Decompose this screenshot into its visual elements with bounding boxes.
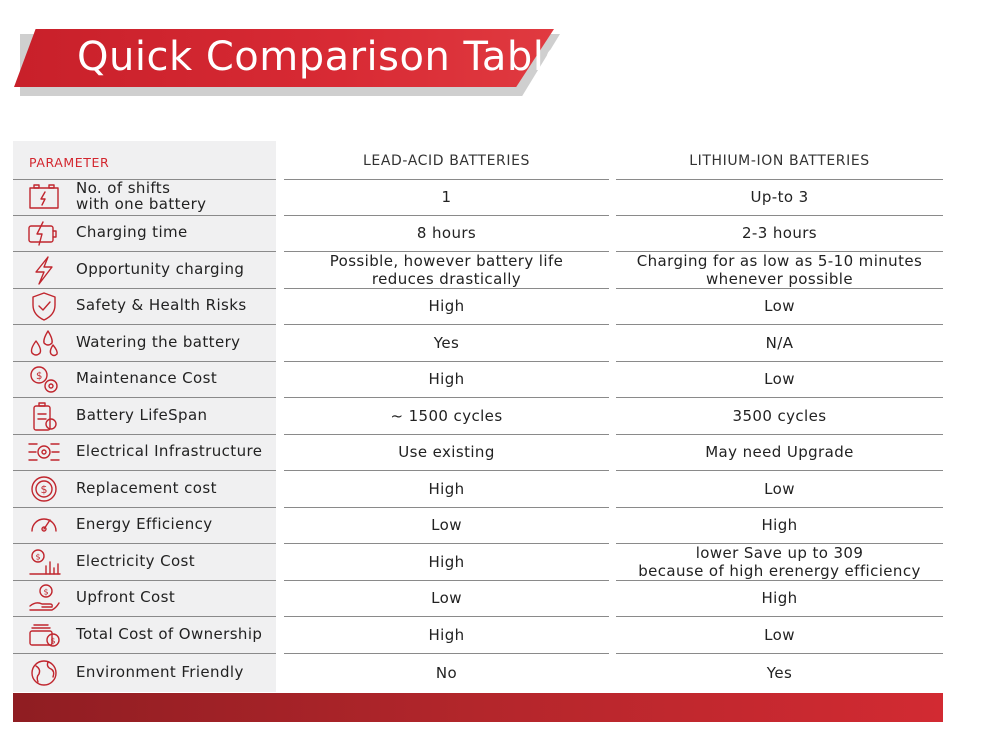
lithium-ion-value bbox=[616, 297, 943, 315]
parameter-label-line: Maintenance Cost bbox=[76, 369, 218, 387]
parameter-label-line: Replacement cost bbox=[76, 478, 217, 497]
lead-acid-value bbox=[284, 589, 609, 607]
lightning-icon bbox=[26, 254, 66, 286]
header-lithium-ion: LITHIUM-ION BATTERIES bbox=[689, 153, 870, 169]
lithium-ion-value bbox=[616, 516, 943, 534]
lead-acid-value bbox=[284, 480, 609, 498]
row-divider bbox=[13, 507, 276, 508]
money-stack-icon bbox=[26, 619, 66, 651]
lead-acid-value bbox=[284, 297, 609, 315]
cell-line: High bbox=[428, 370, 465, 388]
charging-battery-icon bbox=[26, 217, 66, 249]
parameter-label-line: Safety & Health Risks bbox=[76, 296, 247, 314]
parameter-label bbox=[76, 664, 244, 680]
parameter-label-line: Total Cost of Ownership bbox=[76, 624, 263, 643]
cell-line: Low bbox=[764, 370, 795, 388]
cell-line: Low bbox=[431, 516, 462, 534]
lead-acid-value bbox=[284, 407, 609, 425]
cell-line: 8 hours bbox=[416, 224, 477, 242]
lead-acid-value bbox=[284, 626, 609, 644]
row-divider bbox=[616, 507, 943, 508]
lithium-ion-value bbox=[616, 252, 943, 288]
row-divider bbox=[284, 507, 609, 508]
cell-line: 2-3 hours bbox=[741, 224, 818, 242]
lithium-ion-value bbox=[616, 480, 943, 498]
row-divider bbox=[13, 361, 276, 362]
row-divider bbox=[616, 397, 943, 398]
cell-line: Use existing bbox=[398, 443, 495, 461]
row-divider bbox=[13, 434, 276, 435]
row-divider bbox=[284, 288, 609, 289]
cell-line: High bbox=[428, 552, 465, 571]
parameter-label-line: Watering the battery bbox=[76, 332, 241, 351]
cell-line: reduces drastically bbox=[371, 269, 522, 288]
svg-text:$: $ bbox=[40, 482, 48, 496]
water-drops-icon bbox=[26, 327, 66, 359]
cost-chart-icon bbox=[26, 546, 66, 578]
row-divider bbox=[13, 653, 276, 654]
lithium-ion-value bbox=[616, 664, 943, 682]
parameter-label bbox=[76, 297, 247, 313]
row-divider bbox=[616, 288, 943, 289]
cell-line: Up-to 3 bbox=[750, 188, 809, 206]
parameter-label bbox=[76, 553, 195, 569]
lead-acid-value bbox=[284, 664, 609, 682]
parameter-label bbox=[76, 370, 217, 386]
cell-line: lower Save up to 309 bbox=[695, 543, 864, 562]
row-divider bbox=[616, 215, 943, 216]
row-divider bbox=[284, 580, 609, 581]
cell-line: Low bbox=[764, 479, 795, 498]
row-divider bbox=[13, 215, 276, 216]
circuit-gear-icon bbox=[26, 436, 66, 468]
row-divider bbox=[284, 215, 609, 216]
hand-coin-icon bbox=[26, 582, 66, 614]
dollar-gear-icon bbox=[26, 473, 66, 505]
parameter-label bbox=[76, 589, 175, 605]
row-divider bbox=[616, 580, 943, 581]
cell-line: Possible, however battery life bbox=[329, 251, 564, 270]
parameter-label bbox=[76, 261, 244, 277]
parameter-label bbox=[76, 480, 217, 496]
cell-line: Low bbox=[764, 297, 795, 315]
parameter-label-line: No. of shifts bbox=[76, 179, 171, 197]
row-divider bbox=[13, 397, 276, 398]
cell-line: Yes bbox=[766, 663, 793, 682]
parameter-label-line: Battery LifeSpan bbox=[76, 405, 208, 424]
cell-line: High bbox=[428, 479, 465, 498]
row-divider bbox=[284, 543, 609, 544]
parameter-label-line: with one battery bbox=[76, 195, 207, 213]
lead-acid-value bbox=[284, 516, 609, 534]
row-divider bbox=[616, 470, 943, 471]
row-divider bbox=[284, 653, 609, 654]
lead-acid-value bbox=[284, 553, 609, 571]
row-divider bbox=[616, 616, 943, 617]
lithium-ion-value bbox=[616, 443, 943, 461]
battery-icon bbox=[26, 181, 66, 213]
lead-acid-value bbox=[284, 224, 609, 242]
row-divider bbox=[284, 361, 609, 362]
parameter-label-line: Electrical Infrastructure bbox=[76, 442, 263, 460]
parameter-label bbox=[76, 334, 240, 350]
lithium-ion-value bbox=[616, 334, 943, 352]
row-divider bbox=[13, 580, 276, 581]
row-divider bbox=[616, 653, 943, 654]
cell-line: High bbox=[761, 516, 798, 534]
cell-line: N/A bbox=[765, 333, 794, 352]
svg-text:$: $ bbox=[43, 587, 49, 597]
parameter-label-line: Upfront Cost bbox=[76, 588, 176, 606]
parameter-label-line: Opportunity charging bbox=[76, 259, 245, 278]
row-divider bbox=[284, 324, 609, 325]
cell-line: 3500 cycles bbox=[732, 406, 827, 425]
row-divider bbox=[13, 251, 276, 252]
row-divider bbox=[284, 470, 609, 471]
cell-line: No bbox=[435, 663, 458, 682]
cell-line: Low bbox=[431, 589, 462, 607]
parameter-label-line: Environment Friendly bbox=[76, 662, 244, 681]
row-divider bbox=[616, 324, 943, 325]
cell-line: ~ 1500 cycles bbox=[390, 406, 503, 425]
lead-acid-value bbox=[284, 370, 609, 388]
lithium-ion-value bbox=[616, 188, 943, 206]
cell-line: May need Upgrade bbox=[705, 443, 854, 461]
lithium-ion-value bbox=[616, 370, 943, 388]
svg-text:$: $ bbox=[36, 371, 43, 382]
cell-line: Low bbox=[764, 625, 795, 644]
parameter-label-line: Charging time bbox=[76, 223, 188, 241]
parameter-label bbox=[76, 626, 262, 642]
lead-acid-value bbox=[284, 334, 609, 352]
row-divider bbox=[616, 179, 943, 180]
coins-gear-icon bbox=[26, 363, 66, 395]
cell-line: High bbox=[761, 589, 798, 607]
cell-line: 1 bbox=[441, 188, 452, 206]
cell-line: High bbox=[428, 297, 465, 315]
lithium-ion-value bbox=[616, 407, 943, 425]
header-parameter: PARAMETER bbox=[29, 155, 110, 170]
shield-icon bbox=[26, 290, 66, 322]
parameter-label bbox=[76, 516, 213, 532]
parameter-label-line: Energy Efficiency bbox=[76, 515, 213, 533]
battery-clock-icon bbox=[26, 400, 66, 432]
row-divider bbox=[616, 434, 943, 435]
svg-text:$: $ bbox=[50, 636, 56, 645]
lead-acid-value bbox=[284, 443, 609, 461]
globe-leaf-icon bbox=[26, 657, 66, 689]
page-title: Quick Comparison Table bbox=[77, 34, 570, 80]
row-divider bbox=[13, 324, 276, 325]
svg-text:$: $ bbox=[35, 552, 41, 561]
lead-acid-value bbox=[284, 252, 609, 288]
cell-line: whenever possible bbox=[706, 269, 853, 288]
footer-bar bbox=[13, 693, 943, 722]
header-lead-acid: LEAD-ACID BATTERIES bbox=[363, 153, 530, 169]
parameter-label bbox=[76, 180, 206, 212]
row-divider bbox=[284, 616, 609, 617]
parameter-label bbox=[76, 224, 188, 240]
cell-line: Charging for as low as 5-10 minutes bbox=[636, 251, 923, 270]
cell-line: High bbox=[428, 625, 465, 644]
lithium-ion-value bbox=[616, 224, 943, 242]
lead-acid-value bbox=[284, 188, 609, 206]
parameter-label-line: Electricity Cost bbox=[76, 551, 196, 570]
row-divider bbox=[13, 470, 276, 471]
cell-line: Yes bbox=[433, 333, 460, 352]
gauge-icon bbox=[26, 509, 66, 541]
row-divider bbox=[13, 288, 276, 289]
row-divider bbox=[284, 434, 609, 435]
lithium-ion-value bbox=[616, 626, 943, 644]
parameter-label bbox=[76, 443, 262, 459]
row-divider bbox=[284, 179, 609, 180]
lithium-ion-value bbox=[616, 544, 943, 580]
row-divider bbox=[13, 616, 276, 617]
row-divider bbox=[13, 543, 276, 544]
parameter-label bbox=[76, 407, 207, 423]
lithium-ion-value bbox=[616, 589, 943, 607]
row-divider bbox=[616, 361, 943, 362]
cell-line: because of high erenergy efficiency bbox=[638, 561, 921, 580]
row-divider bbox=[284, 397, 609, 398]
